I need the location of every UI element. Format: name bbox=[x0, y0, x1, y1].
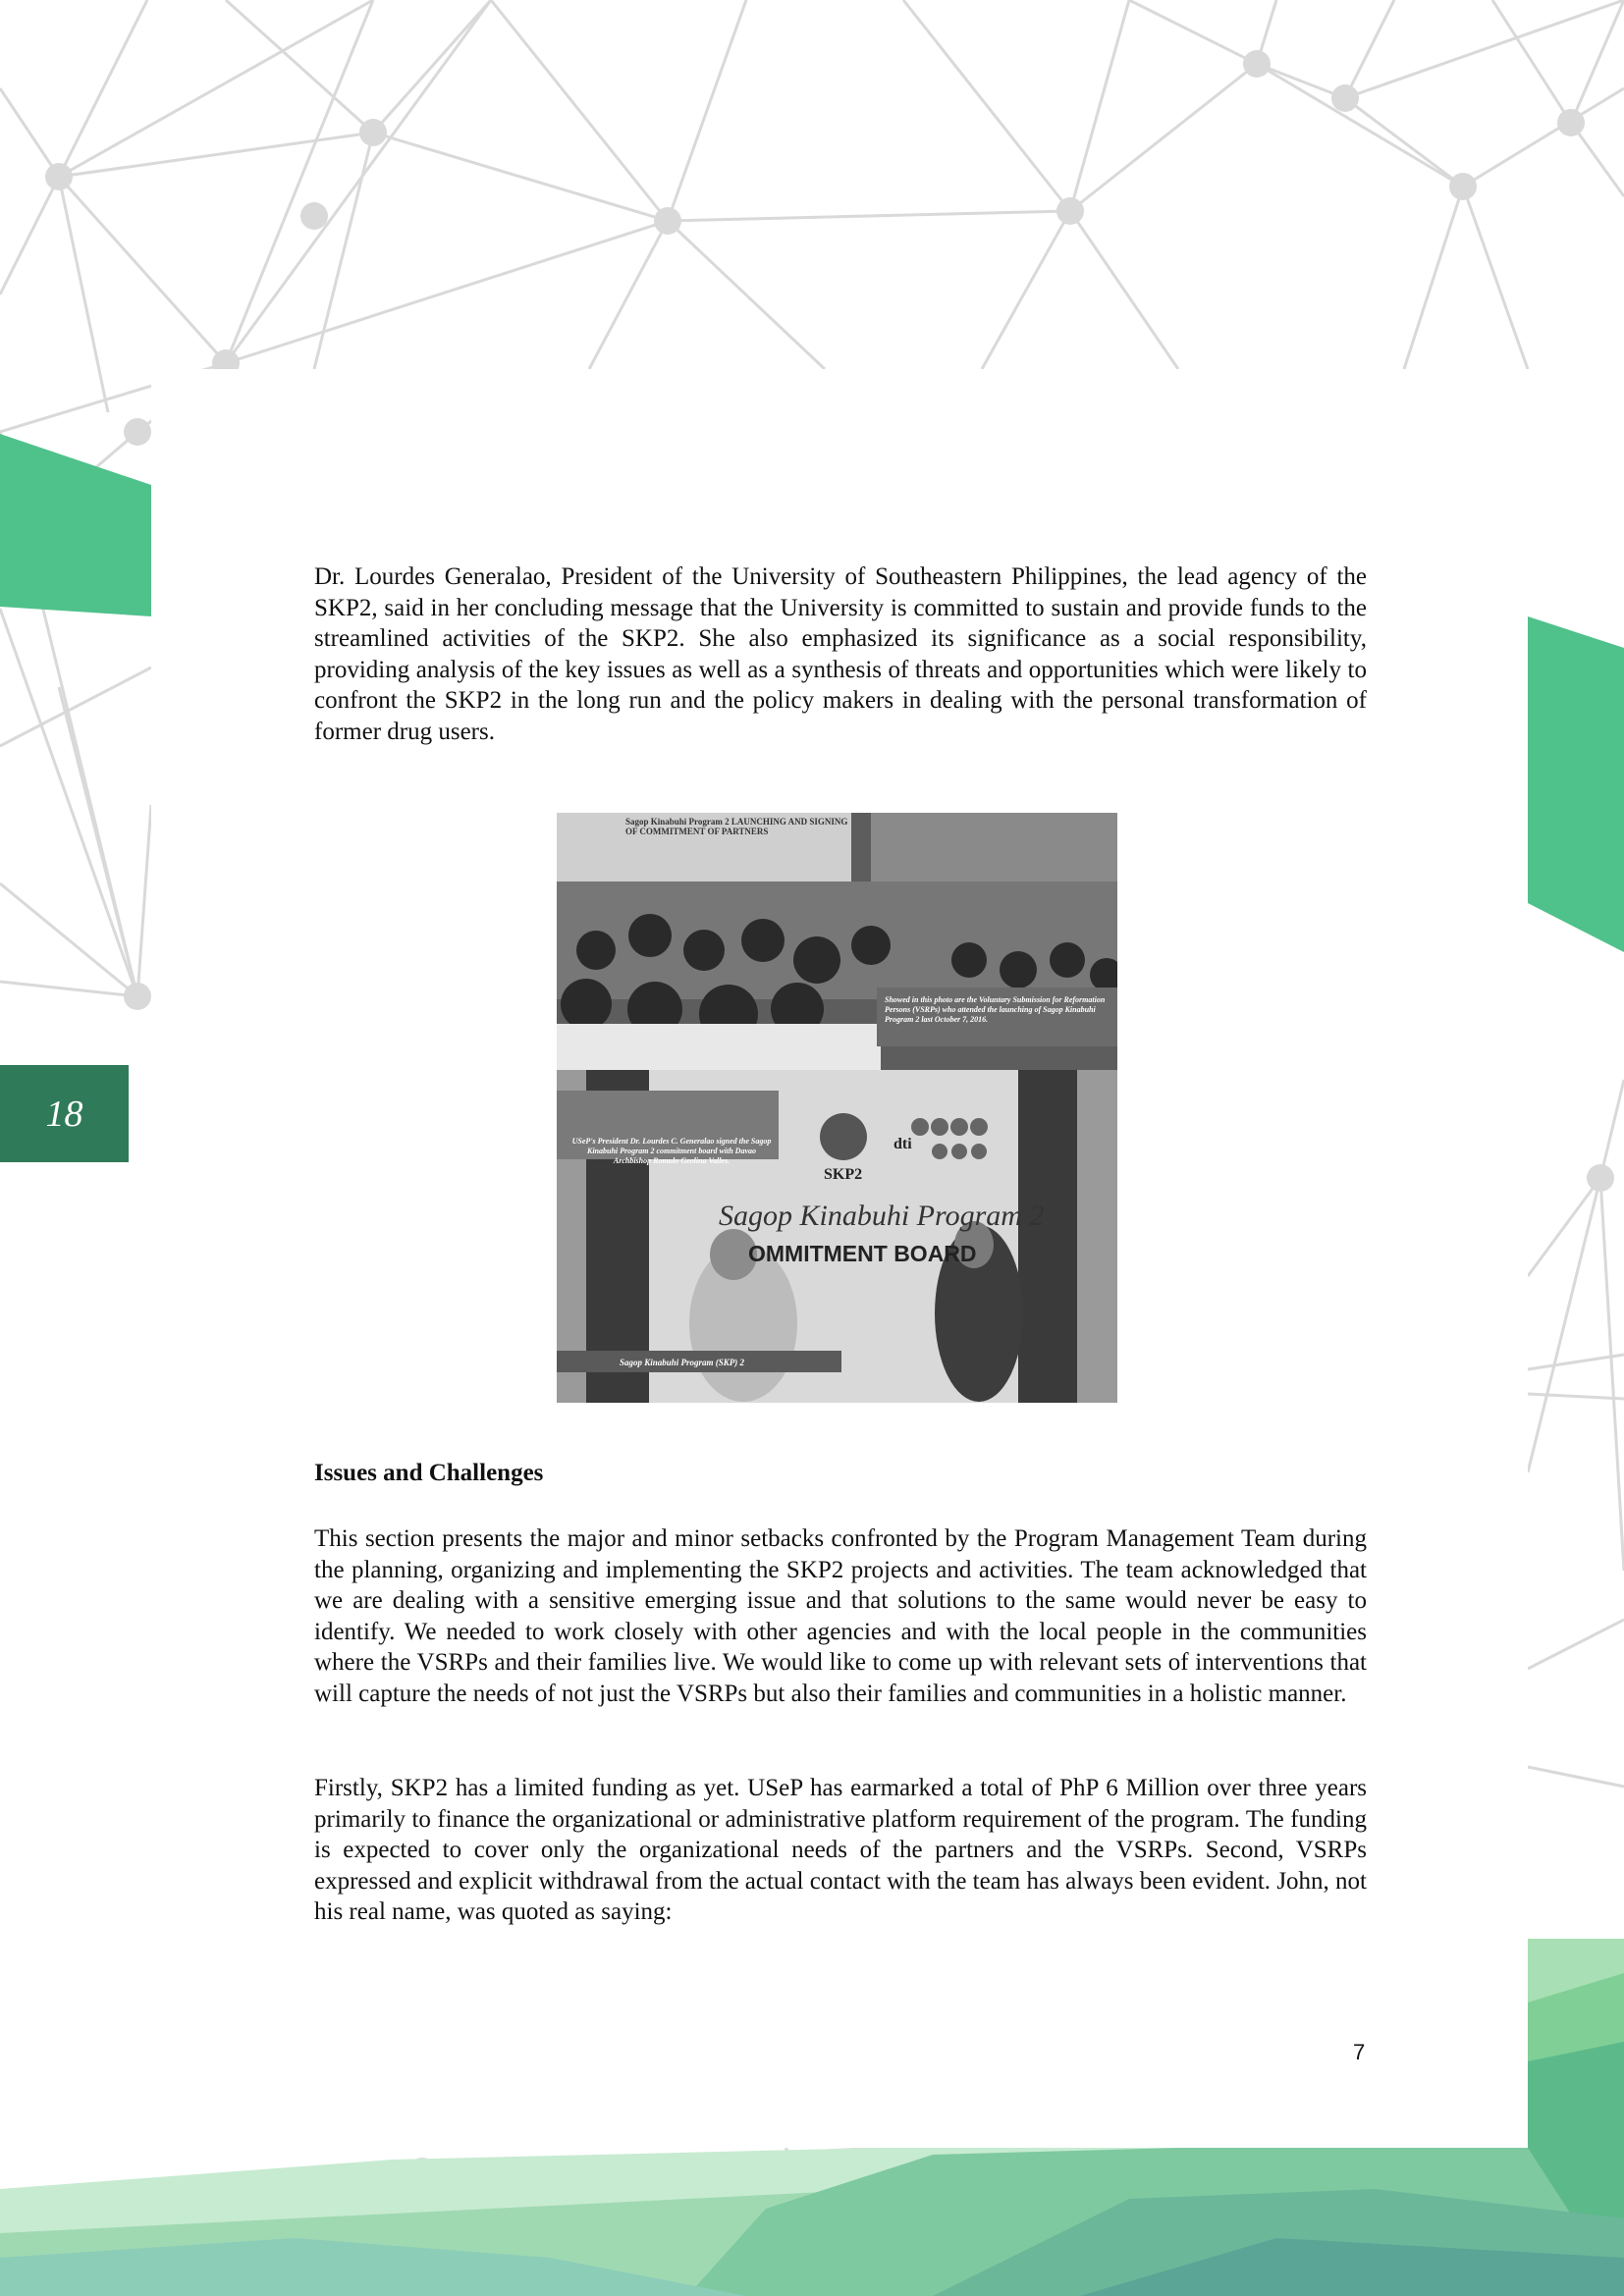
network-line bbox=[1070, 0, 1129, 211]
network-line bbox=[668, 0, 746, 221]
network-line bbox=[59, 177, 226, 363]
network-line bbox=[1257, 64, 1463, 187]
network-node bbox=[124, 418, 151, 446]
photo-caption-bottom: Sagop Kinabuhi Program (SKP) 2 bbox=[620, 1358, 745, 1367]
network-line bbox=[1528, 1178, 1600, 1472]
network-line bbox=[0, 982, 137, 996]
left-green-block bbox=[0, 434, 151, 616]
photo-caption-left: USeP's President Dr. Lourdes C. Generalao signed the Sagop Kinabuhi Program 2 commitment board with Davao Archbishop Romulo Geolina Valles. bbox=[571, 1137, 772, 1165]
network-node bbox=[1243, 50, 1271, 78]
board-logo-small: dti bbox=[893, 1136, 912, 1152]
network-line bbox=[373, 133, 668, 221]
network-line bbox=[491, 0, 668, 221]
network-line bbox=[373, 0, 491, 133]
network-line bbox=[1600, 1178, 1624, 1571]
paragraph-funding: Firstly, SKP2 has a limited funding as yet. USeP has earmarked a total of PhP 6 Million over three years primarily to finance the organizational or administrative platform requirement of the program. The funding is expected to cover only the organizational needs of the partners and the VSRPs. Second, VSRPs expressed and explicit withdrawal from the actual contact with the team has always been evident. John, not his real name, was quoted as saying: bbox=[314, 1775, 1367, 1925]
network-line bbox=[1463, 187, 1528, 369]
network-line bbox=[59, 687, 137, 996]
board-subtitle: OMMITMENT BOARD bbox=[748, 1241, 977, 1266]
network-line bbox=[1492, 0, 1571, 123]
network-line bbox=[1463, 88, 1624, 187]
network-node bbox=[1056, 197, 1084, 225]
network-line bbox=[1600, 1080, 1624, 1178]
network-line bbox=[903, 0, 1070, 211]
side-tab-number: 18 bbox=[0, 1065, 129, 1162]
network-line bbox=[1528, 1394, 1624, 1399]
network-line bbox=[1257, 64, 1345, 98]
network-line bbox=[59, 177, 108, 412]
network-line bbox=[226, 0, 373, 133]
network-node bbox=[1331, 84, 1359, 112]
network-line bbox=[0, 667, 151, 746]
network-line bbox=[1070, 64, 1257, 211]
network-line bbox=[226, 221, 668, 363]
network-node bbox=[359, 119, 387, 146]
network-node bbox=[300, 202, 328, 230]
page-number: 7 bbox=[1353, 2040, 1366, 2064]
network-node bbox=[124, 983, 151, 1010]
network-line bbox=[668, 221, 825, 369]
network-line bbox=[314, 133, 373, 369]
network-line bbox=[1070, 211, 1178, 369]
paragraph-setbacks: This section presents the major and minor setbacks confronted by the Program Management Team during the planning, organizing and implementing the SKP2 projects and activities. The team acknowledged that we are dealing with a sensitive emerging issue and that solutions to the same would never be easy to identify. We needed to work closely with other agencies and with the local people in the communities where the VSRPs and their families live. We would like to come up with relevant sets of interventions that will capture the needs of not just the VSRPs but also their families and communities in a holistic manner. bbox=[314, 1525, 1367, 1707]
event-photo-collage bbox=[557, 813, 1117, 1403]
network-line bbox=[1528, 1355, 1624, 1369]
network-line bbox=[1404, 187, 1463, 369]
network-line bbox=[982, 211, 1070, 369]
network-line bbox=[59, 133, 373, 177]
network-line bbox=[1528, 1620, 1624, 1669]
network-line bbox=[226, 0, 491, 363]
network-line bbox=[226, 0, 373, 363]
network-line bbox=[0, 177, 59, 294]
board-logo: SKP2 bbox=[824, 1166, 863, 1183]
network-line bbox=[1129, 0, 1257, 64]
paragraph-president-message: Dr. Lourdes Generalao, President of the University of Southeastern Philippines, the lead agency of the SKP2, said in her concluding message that the University is committed to sustain and provide funds to the streamlined activities of the SKP2. She also emphasized its significance as a social responsibility, providing analysis of the key issues as well as a synthesis of threats and opportunities which were likely to confront the SKP2 in the long run and the policy makers in dealing with the personal transformation of former drug users. bbox=[314, 563, 1367, 745]
network-line bbox=[137, 805, 151, 996]
network-line bbox=[668, 211, 1070, 221]
photo-caption-top: Showed in this photo are the Voluntary Submission for Reformation Persons (VSRPs) who attended the launching of Sagop Kinabuhi Program 2 last October 7, 2016. bbox=[885, 995, 1106, 1024]
network-node bbox=[654, 207, 681, 235]
network-node bbox=[1557, 109, 1585, 136]
network-node bbox=[45, 163, 73, 190]
section-heading-issues: Issues and Challenges bbox=[314, 1460, 544, 1486]
network-line bbox=[1345, 98, 1463, 187]
network-line bbox=[0, 88, 59, 177]
right-green-block bbox=[1528, 616, 1624, 952]
network-node bbox=[1587, 1164, 1614, 1192]
board-title: Sagop Kinabuhi Program 2 bbox=[719, 1200, 1045, 1232]
network-line bbox=[1528, 1767, 1624, 1787]
network-node bbox=[1449, 173, 1477, 200]
photo-banner-top: Sagop Kinabuhi Program 2 LAUNCHING AND SIGNING OF COMMITMENT OF PARTNERS bbox=[625, 817, 848, 836]
